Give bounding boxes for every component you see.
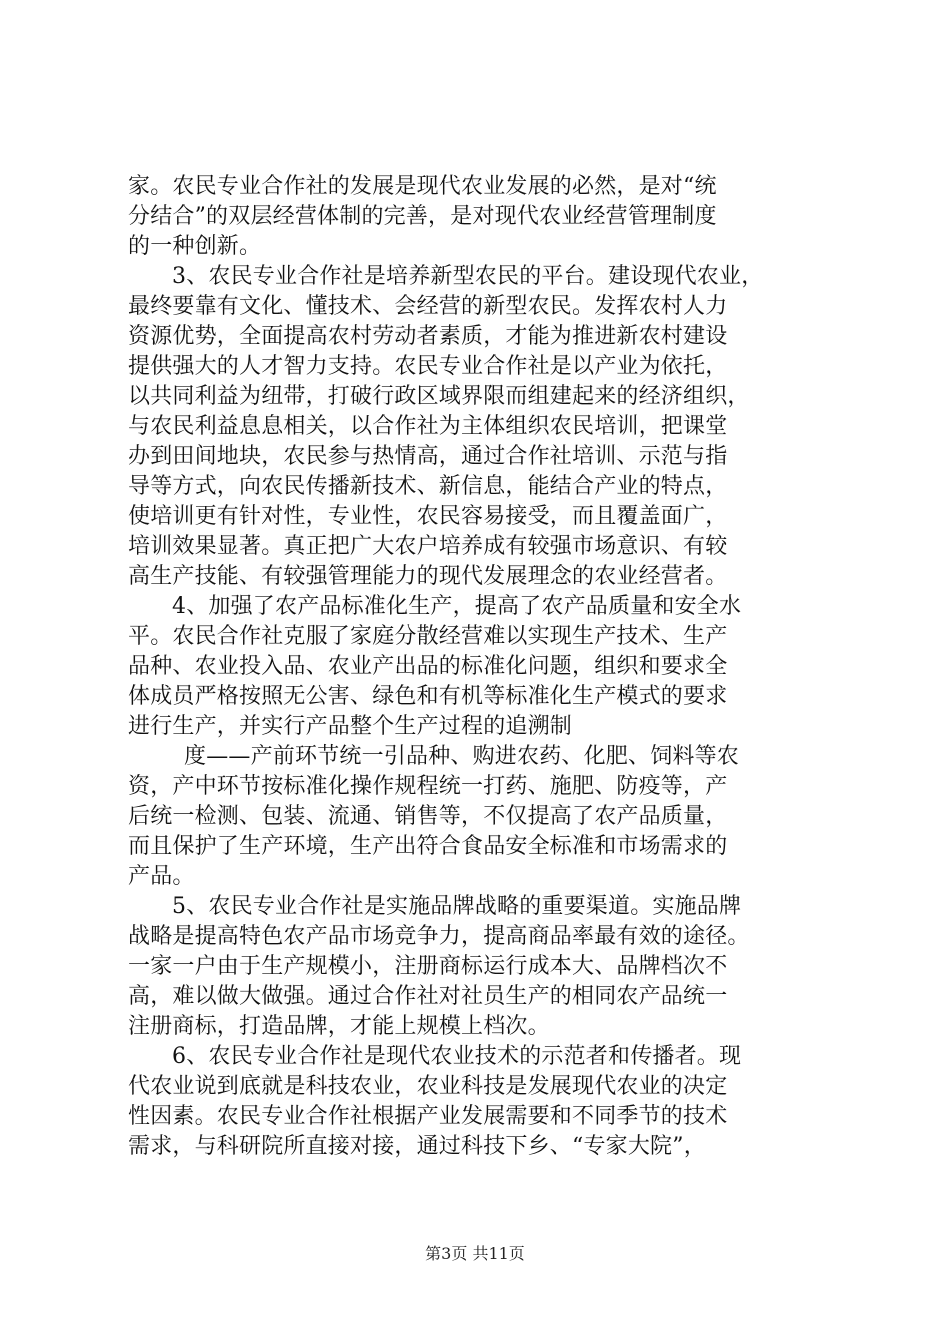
text-line: 需求，与科研院所直接对接，通过科技下乡、“专家大院”， <box>128 1134 706 1159</box>
text-line: 平。农民合作社克服了家庭分散经营难以实现生产技术、生产 <box>128 624 728 649</box>
text-line: 性因素。农民专业合作社根据产业发展需要和不同季节的技术 <box>128 1104 728 1129</box>
paragraph-3-start: 3、农民专业合作社是培养新型农民的平台。建设现代农业， <box>172 264 764 289</box>
text-line: 与农民利益息息相关，以合作社为主体组织农民培训，把课堂 <box>128 414 728 439</box>
text-line: 资，产中环节按标准化操作规程统一打药、施肥、防疫等，产 <box>128 774 728 799</box>
paragraph-5-start: 5、农民专业合作社是实施品牌战略的重要渠道。实施品牌 <box>172 894 742 919</box>
text-line: 产品。 <box>128 864 195 889</box>
page-number-footer: 第3页 共11页 <box>425 1244 525 1263</box>
paragraph-continuation-start: 度——产前环节统一引品种、购进农药、化肥、饲料等农 <box>184 744 740 769</box>
document-body <box>128 172 828 1162</box>
text-line: 资源优势，全面提高农村劳动者素质，才能为推进新农村建设 <box>128 324 728 349</box>
text-line: 一家一户由于生产规模小，注册商标运行成本大、品牌档次不 <box>128 954 728 979</box>
text-line: 使培训更有针对性，专业性，农民容易接受，而且覆盖面广， <box>128 504 728 529</box>
text-line: 培训效果显著。真正把广大农户培养成有较强市场意识、有较 <box>128 534 728 559</box>
text-line: 办到田间地块，农民参与热情高，通过合作社培训、示范与指 <box>128 444 728 469</box>
paragraph-6-start: 6、农民专业合作社是现代农业技术的示范者和传播者。现 <box>172 1044 742 1069</box>
text-line: 的一种创新。 <box>128 234 262 259</box>
text-line: 高生产技能、有较强管理能力的现代发展理念的农业经营者。 <box>128 564 728 589</box>
text-line: 体成员严格按照无公害、绿色和有机等标准化生产模式的要求 <box>128 684 728 709</box>
text-line: 提供强大的人才智力支持。农民专业合作社是以产业为依托， <box>128 354 728 379</box>
paragraph-4-start: 4、加强了农产品标准化生产，提高了农产品质量和安全水 <box>172 594 742 619</box>
text-line: 品种、农业投入品、农业产出品的标准化问题，组织和要求全 <box>128 654 728 679</box>
text-line: 分结合”的双层经营体制的完善，是对现代农业经营管理制度 <box>128 204 717 229</box>
text-line: 注册商标，打造品牌，才能上规模上档次。 <box>128 1014 550 1039</box>
text-line: 导等方式，向农民传播新技术、新信息，能结合产业的特点， <box>128 474 728 499</box>
text-line: 家。农民专业合作社的发展是现代农业发展的必然，是对“统 <box>128 174 717 199</box>
text-line: 高，难以做大做强。通过合作社对社员生产的相同农产品统一 <box>128 984 728 1009</box>
text-line: 代农业说到底就是科技农业，农业科技是发展现代农业的决定 <box>128 1074 728 1099</box>
text-line: 后统一检测、包装、流通、销售等，不仅提高了农产品质量， <box>128 804 728 829</box>
text-line: 最终要靠有文化、懂技术、会经营的新型农民。发挥农村人力 <box>128 294 728 319</box>
text-line: 战略是提高特色农产品市场竞争力，提高商品率最有效的途径。 <box>128 924 750 949</box>
text-line: 进行生产，并实行产品整个生产过程的追溯制 <box>128 714 573 739</box>
text-line: 而且保护了生产环境，生产出符合食品安全标准和市场需求的 <box>128 834 728 859</box>
text-line: 以共同利益为纽带，打破行政区域界限而组建起来的经济组织， <box>128 384 750 409</box>
